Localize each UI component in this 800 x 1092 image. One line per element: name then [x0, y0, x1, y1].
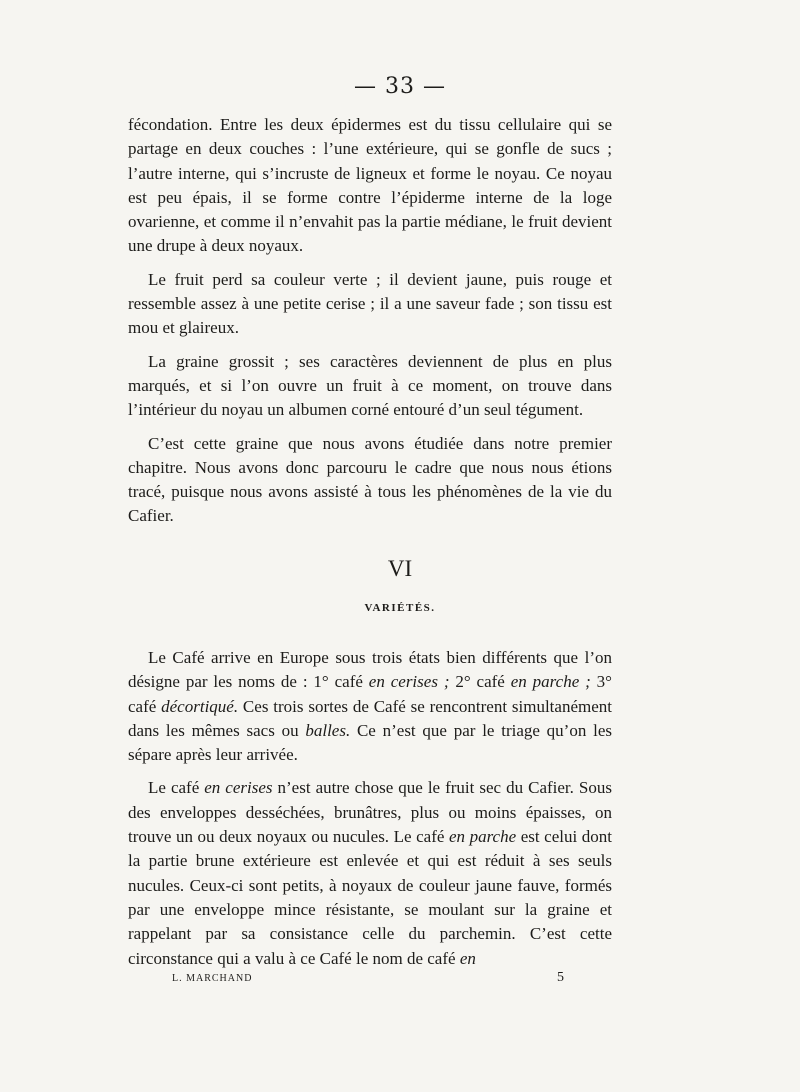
text-run: est celui dont la partie brune extérieure est enlevée et qui est réduit à ses seuls nucules. Ceux-ci sont petits, à noyaux de couleur jaune fauve, formés par une enveloppe mince résistante, se moulant sur la graine et rappelant par sa consistance celle du parchemin. C’est cette circonstance qui a valu à ce Café le nom de café [128, 827, 612, 968]
text-run: Le café [148, 778, 205, 798]
text-block-upper [128, 113, 612, 538]
italic-term: en parche [448, 827, 517, 847]
italic-term: en cerises [204, 778, 273, 798]
italic-term: en parche ; [510, 672, 591, 692]
text-run: 2° café [449, 672, 511, 692]
paragraph-2: Le fruit perd sa couleur verte ; il devient jaune, puis rouge et ressemble assez à une petite cerise ; il a une saveur fade ; son tissu est mou et glaireux. [128, 269, 612, 338]
paragraph-1: fécondation. Entre les deux épidermes est du tissu cellulaire qui se partage en deux couches : l’une extérieure, qui se gonfle de sucs ; l’autre interne, qui s’incruste de ligneux et forme le noyau. Ce noyau est peu épais, il se forme contre l’épiderme interne de la loge ovarienne, et comme il n’envahit pas la partie médiane, le fruit devient une drupe à deux noyaux. [128, 115, 612, 256]
section-title: VARIÉTÉS. [364, 602, 436, 614]
paragraph-6 [128, 776, 612, 970]
italic-term: en [459, 948, 476, 968]
signature-mark: 5 [557, 970, 564, 985]
text-block-lower [128, 646, 612, 980]
text-run: Ce n’est que par le triage qu’on les sépare après leur arrivée. [128, 720, 612, 765]
italic-term: balles. [305, 720, 351, 740]
text-run: Le Café arrive en Europe sous trois états bien différents que l’on désigne par les noms de : 1° café [128, 648, 612, 692]
section-number: VI [387, 556, 413, 581]
paragraph-4: C’est cette graine que nous avons étudiée dans notre premier chapitre. Nous avons donc parcouru le cadre que nous nous étions tracé, puisque nous avons assisté à tous les phénomènes de la vie du Cafier. [128, 433, 612, 526]
paragraph-3: La graine grossit ; ses caractères deviennent de plus en plus marqués, et si l’on ouvre un fruit à ce moment, on trouve dans l’intérieur du noyau un albumen corné entouré d’un seul tégument. [128, 351, 612, 420]
italic-term: en cerises ; [368, 672, 450, 692]
page-number: — 33 — [354, 74, 446, 99]
italic-term: décortiqué. [161, 696, 239, 716]
text-run: n’est autre chose que le fruit sec du Cafier. Sous des enveloppes desséchées, brunâtres, plus ou moins épaisses, on trouve un ou deux noyaux ou nucules. Le café [128, 778, 612, 847]
text-run: 3° café [128, 672, 612, 716]
paragraph-5 [128, 646, 612, 767]
footer-author: L. MARCHAND [172, 973, 253, 984]
text-run: Ces trois sortes de Café se rencontrent simultanément dans les mêmes sacs ou [128, 696, 612, 740]
